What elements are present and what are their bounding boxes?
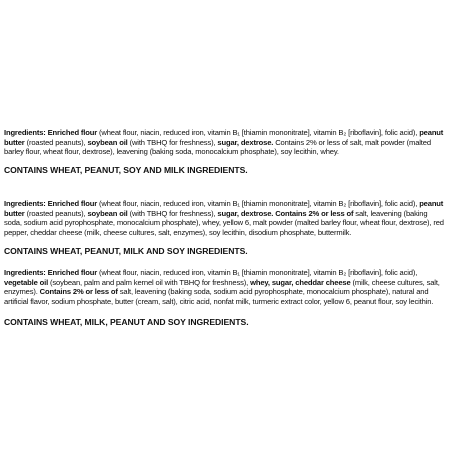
allergen-statement-3: CONTAINS WHEAT, MILK, PEANUT AND SOY INGREDIENTS. — [4, 317, 249, 327]
ingredient-text: (soybean, palm and palm kernel oil with TBHQ for freshness), — [48, 277, 251, 287]
ingredient-bold: vegetable oil — [4, 277, 49, 287]
allergen-statement-1: CONTAINS WHEAT, PEANUT, SOY AND MILK INGREDIENTS. — [4, 165, 248, 175]
ingredient-bold: Contains 2% or less of — [275, 208, 354, 218]
ingredients-statement-1 — [4, 128, 446, 157]
ingredient-bold: Contains 2% or less of — [39, 287, 118, 297]
ingredient-bold: sugar, dextrose. — [217, 137, 274, 147]
ingredients-lead: Ingredients: — [4, 128, 46, 137]
ingredients-statement-2 — [4, 199, 446, 237]
ingredient-bold: Enriched flour — [47, 268, 98, 277]
ingredient-text: (wheat flour, niacin, reduced iron, vitamin B₁ [thiamin mononitrate], vitamin B₂ [riboflavin], folic acid), — [97, 128, 420, 137]
ingredient-text: (with TBHQ for freshness), — [127, 137, 218, 147]
ingredient-text: (roasted peanuts), — [24, 208, 88, 218]
allergen-statement-2: CONTAINS WHEAT, PEANUT, MILK AND SOY INGREDIENTS. — [4, 246, 248, 256]
ingredient-bold: sugar, dextrose. — [217, 208, 274, 218]
ingredient-text: salt, leavening (baking soda, sodium acid pyrophosphate, monocalcium phosphate), natural and artificial flavor, sodium phosphate, butter (cream, salt), citric acid, nonfat milk, turmeric extract color, yellow 6, peanut flour, soy lecithin. — [4, 287, 434, 306]
ingredient-bold: soybean oil — [87, 208, 128, 218]
ingredients-lead: Ingredients: — [4, 199, 46, 208]
ingredient-bold: Enriched flour — [47, 128, 98, 137]
ingredient-text: Contains 2% or less of salt, malt powder (malted barley flour, wheat flour, dextrose), leavening (baking soda, monocalcium phosphate), soy lecithin, whey. — [4, 137, 431, 157]
ingredient-bold: soybean oil — [87, 137, 128, 147]
ingredient-text: (wheat flour, niacin, reduced iron, vitamin B₁ [thiamin mononitrate], vitamin B₂ [riboflavin], folic acid), — [97, 268, 418, 277]
ingredient-text: (wheat flour, niacin, reduced iron, vitamin B₁ [thiamin mononitrate], vitamin B₂ [riboflavin], folic acid), — [97, 199, 420, 208]
ingredient-text: (with TBHQ for freshness), — [127, 208, 218, 218]
ingredient-bold: peanut butter — [4, 128, 444, 147]
ingredient-text: (roasted peanuts), — [24, 137, 88, 147]
ingredient-text: (milk, cheese cultures, salt, enzymes). — [4, 277, 440, 297]
ingredient-text: salt, leavening (baking soda, sodium acid pyrophosphate, monocalcium phosphate), whey, yellow 6, malt powder (malted barley flour, wheat flour, dextrose), red pepper, cheddar cheese (milk, cheese cultures, salt, enzymes), soy lecithin, disodium phosphate, buttermilk. — [4, 208, 444, 237]
ingredient-bold: whey, sugar, cheddar cheese — [250, 277, 351, 287]
ingredient-bold: peanut butter — [4, 199, 444, 218]
ingredient-bold: Enriched flour — [47, 199, 98, 208]
ingredients-lead: Ingredients: — [4, 268, 46, 277]
ingredients-statement-3 — [4, 268, 446, 306]
